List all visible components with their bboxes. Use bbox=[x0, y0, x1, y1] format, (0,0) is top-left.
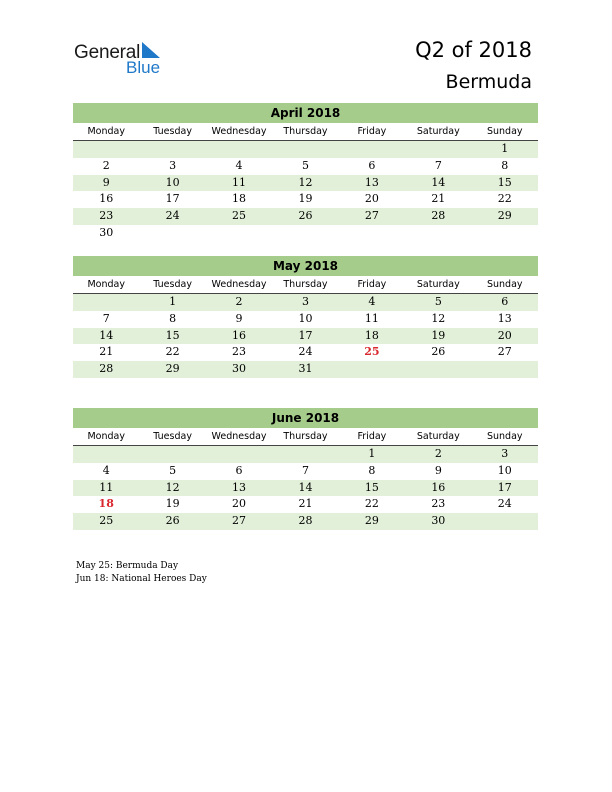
weekday-label: Thursday bbox=[283, 431, 328, 442]
day-cell: 18 bbox=[364, 328, 379, 342]
week-row bbox=[73, 361, 538, 378]
country-name: Bermuda bbox=[445, 71, 532, 93]
day-cell: 12 bbox=[165, 480, 180, 494]
day-cell bbox=[472, 225, 538, 242]
day-cell: 25 bbox=[232, 209, 247, 223]
day-cell: 3 bbox=[169, 158, 177, 172]
day-cell: 23 bbox=[232, 345, 247, 359]
day-cell bbox=[272, 446, 338, 463]
day-cell: 7 bbox=[301, 463, 309, 477]
month-grid bbox=[73, 294, 538, 378]
day-cell: 24 bbox=[497, 497, 512, 511]
day-cell bbox=[405, 361, 471, 378]
day-cell bbox=[339, 141, 405, 158]
day-cell: 17 bbox=[497, 480, 512, 494]
week-row bbox=[73, 463, 538, 480]
day-cell: 3 bbox=[301, 295, 309, 308]
week-row bbox=[73, 175, 538, 192]
day-cell: 10 bbox=[165, 175, 180, 189]
month-may bbox=[73, 256, 538, 378]
day-cell: 29 bbox=[165, 362, 180, 376]
week-row bbox=[73, 191, 538, 208]
weekday-label: Tuesday bbox=[153, 126, 192, 137]
day-cell: 28 bbox=[99, 362, 114, 376]
weekday-label: Wednesday bbox=[211, 279, 267, 290]
day-cell bbox=[339, 361, 405, 378]
day-cell: 14 bbox=[431, 175, 446, 189]
weekday-header-row bbox=[73, 428, 538, 446]
day-cell: 23 bbox=[431, 497, 446, 511]
day-cell bbox=[472, 361, 538, 378]
weekday-label: Thursday bbox=[283, 126, 328, 137]
day-cell bbox=[272, 225, 338, 242]
weekday-label: Wednesday bbox=[211, 126, 267, 137]
day-cell: 8 bbox=[368, 463, 376, 477]
day-cell: 9 bbox=[102, 175, 110, 189]
day-cell: 19 bbox=[431, 328, 446, 342]
weekday-label: Saturday bbox=[416, 126, 460, 137]
weekday-label: Monday bbox=[87, 126, 125, 137]
day-cell: 16 bbox=[99, 192, 114, 206]
holiday-note: Jun 18: National Heroes Day bbox=[76, 574, 207, 584]
day-cell: 3 bbox=[501, 447, 509, 460]
weekday-label: Tuesday bbox=[153, 279, 192, 290]
week-row bbox=[73, 208, 538, 225]
week-row bbox=[73, 328, 538, 345]
week-row bbox=[73, 294, 538, 311]
day-cell: 5 bbox=[169, 463, 177, 477]
day-cell: 17 bbox=[298, 328, 313, 342]
day-cell: 2 bbox=[102, 158, 110, 172]
day-cell: 30 bbox=[232, 362, 247, 376]
day-cell bbox=[472, 513, 538, 530]
day-cell: 15 bbox=[165, 328, 180, 342]
holiday-day-cell: 25 bbox=[364, 345, 380, 359]
day-cell bbox=[339, 225, 405, 242]
day-cell: 1 bbox=[368, 447, 376, 460]
weekday-label: Saturday bbox=[416, 279, 460, 290]
day-cell: 27 bbox=[364, 209, 379, 223]
day-cell: 22 bbox=[497, 192, 512, 206]
day-cell: 20 bbox=[232, 497, 247, 511]
day-cell: 21 bbox=[99, 345, 114, 359]
weekday-label: Friday bbox=[357, 279, 387, 290]
week-row bbox=[73, 344, 538, 361]
day-cell bbox=[206, 446, 272, 463]
weekday-label: Sunday bbox=[486, 279, 523, 290]
day-cell bbox=[206, 141, 272, 158]
day-cell: 4 bbox=[368, 295, 376, 308]
week-row bbox=[73, 225, 538, 242]
weekday-label: Tuesday bbox=[153, 431, 192, 442]
day-cell bbox=[73, 446, 139, 463]
day-cell: 31 bbox=[298, 362, 313, 376]
day-cell: 23 bbox=[99, 209, 114, 223]
day-cell: 10 bbox=[298, 311, 313, 325]
month-title: April 2018 bbox=[73, 103, 538, 123]
day-cell: 15 bbox=[497, 175, 512, 189]
day-cell: 12 bbox=[298, 175, 313, 189]
day-cell: 16 bbox=[431, 480, 446, 494]
day-cell: 1 bbox=[169, 295, 177, 308]
day-cell: 4 bbox=[102, 463, 110, 477]
day-cell: 11 bbox=[364, 311, 379, 325]
day-cell: 29 bbox=[364, 514, 379, 528]
week-row bbox=[73, 446, 538, 463]
day-cell: 29 bbox=[497, 209, 512, 223]
day-cell: 28 bbox=[431, 209, 446, 223]
weekday-label: Friday bbox=[357, 431, 387, 442]
month-title: May 2018 bbox=[73, 256, 538, 276]
day-cell: 7 bbox=[434, 158, 442, 172]
weekday-label: Wednesday bbox=[211, 431, 267, 442]
day-cell: 9 bbox=[434, 463, 442, 477]
day-cell: 1 bbox=[501, 142, 509, 155]
day-cell: 6 bbox=[368, 158, 376, 172]
month-grid bbox=[73, 446, 538, 530]
day-cell: 2 bbox=[434, 447, 442, 460]
day-cell bbox=[405, 141, 471, 158]
weekday-label: Monday bbox=[87, 279, 125, 290]
day-cell: 14 bbox=[298, 480, 313, 494]
day-cell bbox=[73, 294, 139, 311]
week-row bbox=[73, 496, 538, 513]
day-cell: 7 bbox=[102, 311, 110, 325]
weekday-label: Saturday bbox=[416, 431, 460, 442]
day-cell: 27 bbox=[232, 514, 247, 528]
day-cell: 5 bbox=[301, 158, 309, 172]
day-cell: 22 bbox=[364, 497, 379, 511]
holiday-note: May 25: Bermuda Day bbox=[76, 561, 179, 571]
day-cell: 20 bbox=[364, 192, 379, 206]
day-cell: 13 bbox=[497, 311, 512, 325]
week-row bbox=[73, 513, 538, 530]
day-cell: 17 bbox=[165, 192, 180, 206]
weekday-label: Monday bbox=[87, 431, 125, 442]
month-grid bbox=[73, 141, 538, 242]
day-cell: 2 bbox=[235, 295, 243, 308]
day-cell: 21 bbox=[431, 192, 446, 206]
day-cell: 9 bbox=[235, 311, 243, 325]
day-cell: 26 bbox=[431, 345, 446, 359]
month-title: June 2018 bbox=[73, 408, 538, 428]
week-row bbox=[73, 158, 538, 175]
day-cell: 21 bbox=[298, 497, 313, 511]
day-cell bbox=[139, 446, 205, 463]
month-june bbox=[73, 408, 538, 530]
day-cell: 22 bbox=[165, 345, 180, 359]
day-cell: 8 bbox=[501, 158, 509, 172]
day-cell: 20 bbox=[497, 328, 512, 342]
day-cell: 19 bbox=[298, 192, 313, 206]
day-cell: 28 bbox=[298, 514, 313, 528]
day-cell: 26 bbox=[298, 209, 313, 223]
weekday-label: Sunday bbox=[486, 431, 523, 442]
day-cell: 24 bbox=[298, 345, 313, 359]
day-cell: 13 bbox=[232, 480, 247, 494]
day-cell: 5 bbox=[434, 295, 442, 308]
day-cell bbox=[272, 141, 338, 158]
brand-blue-text: Blue bbox=[126, 58, 161, 77]
day-cell: 6 bbox=[501, 295, 509, 308]
weekday-header-row bbox=[73, 123, 538, 141]
day-cell: 11 bbox=[99, 480, 114, 494]
day-cell: 18 bbox=[232, 192, 247, 206]
day-cell: 10 bbox=[497, 463, 512, 477]
day-cell: 27 bbox=[497, 345, 512, 359]
day-cell: 6 bbox=[235, 463, 243, 477]
day-cell bbox=[139, 225, 205, 242]
weekday-label: Friday bbox=[357, 126, 387, 137]
day-cell: 25 bbox=[99, 514, 114, 528]
day-cell: 15 bbox=[364, 480, 379, 494]
month-april bbox=[73, 103, 538, 242]
day-cell: 11 bbox=[232, 175, 247, 189]
brand-triangle-icon bbox=[142, 42, 162, 60]
weekday-label: Sunday bbox=[486, 126, 523, 137]
day-cell: 24 bbox=[165, 209, 180, 223]
day-cell bbox=[405, 225, 471, 242]
day-cell: 30 bbox=[431, 514, 446, 528]
day-cell: 16 bbox=[232, 328, 247, 342]
holiday-day-cell: 18 bbox=[98, 497, 114, 511]
day-cell bbox=[73, 141, 139, 158]
day-cell: 26 bbox=[165, 514, 180, 528]
day-cell: 19 bbox=[165, 497, 180, 511]
page-title: Q2 of 2018 bbox=[415, 38, 532, 62]
day-cell: 8 bbox=[169, 311, 177, 325]
day-cell bbox=[139, 141, 205, 158]
week-row bbox=[73, 480, 538, 497]
weekday-header-row bbox=[73, 276, 538, 294]
holiday-notes bbox=[76, 560, 207, 586]
day-cell: 12 bbox=[431, 311, 446, 325]
week-row bbox=[73, 141, 538, 158]
day-cell: 30 bbox=[99, 225, 114, 239]
day-cell: 13 bbox=[364, 175, 379, 189]
week-row bbox=[73, 311, 538, 328]
day-cell bbox=[206, 225, 272, 242]
brand-general-text: General bbox=[74, 42, 141, 63]
day-cell: 4 bbox=[235, 158, 243, 172]
weekday-label: Thursday bbox=[283, 279, 328, 290]
day-cell: 14 bbox=[99, 328, 114, 342]
